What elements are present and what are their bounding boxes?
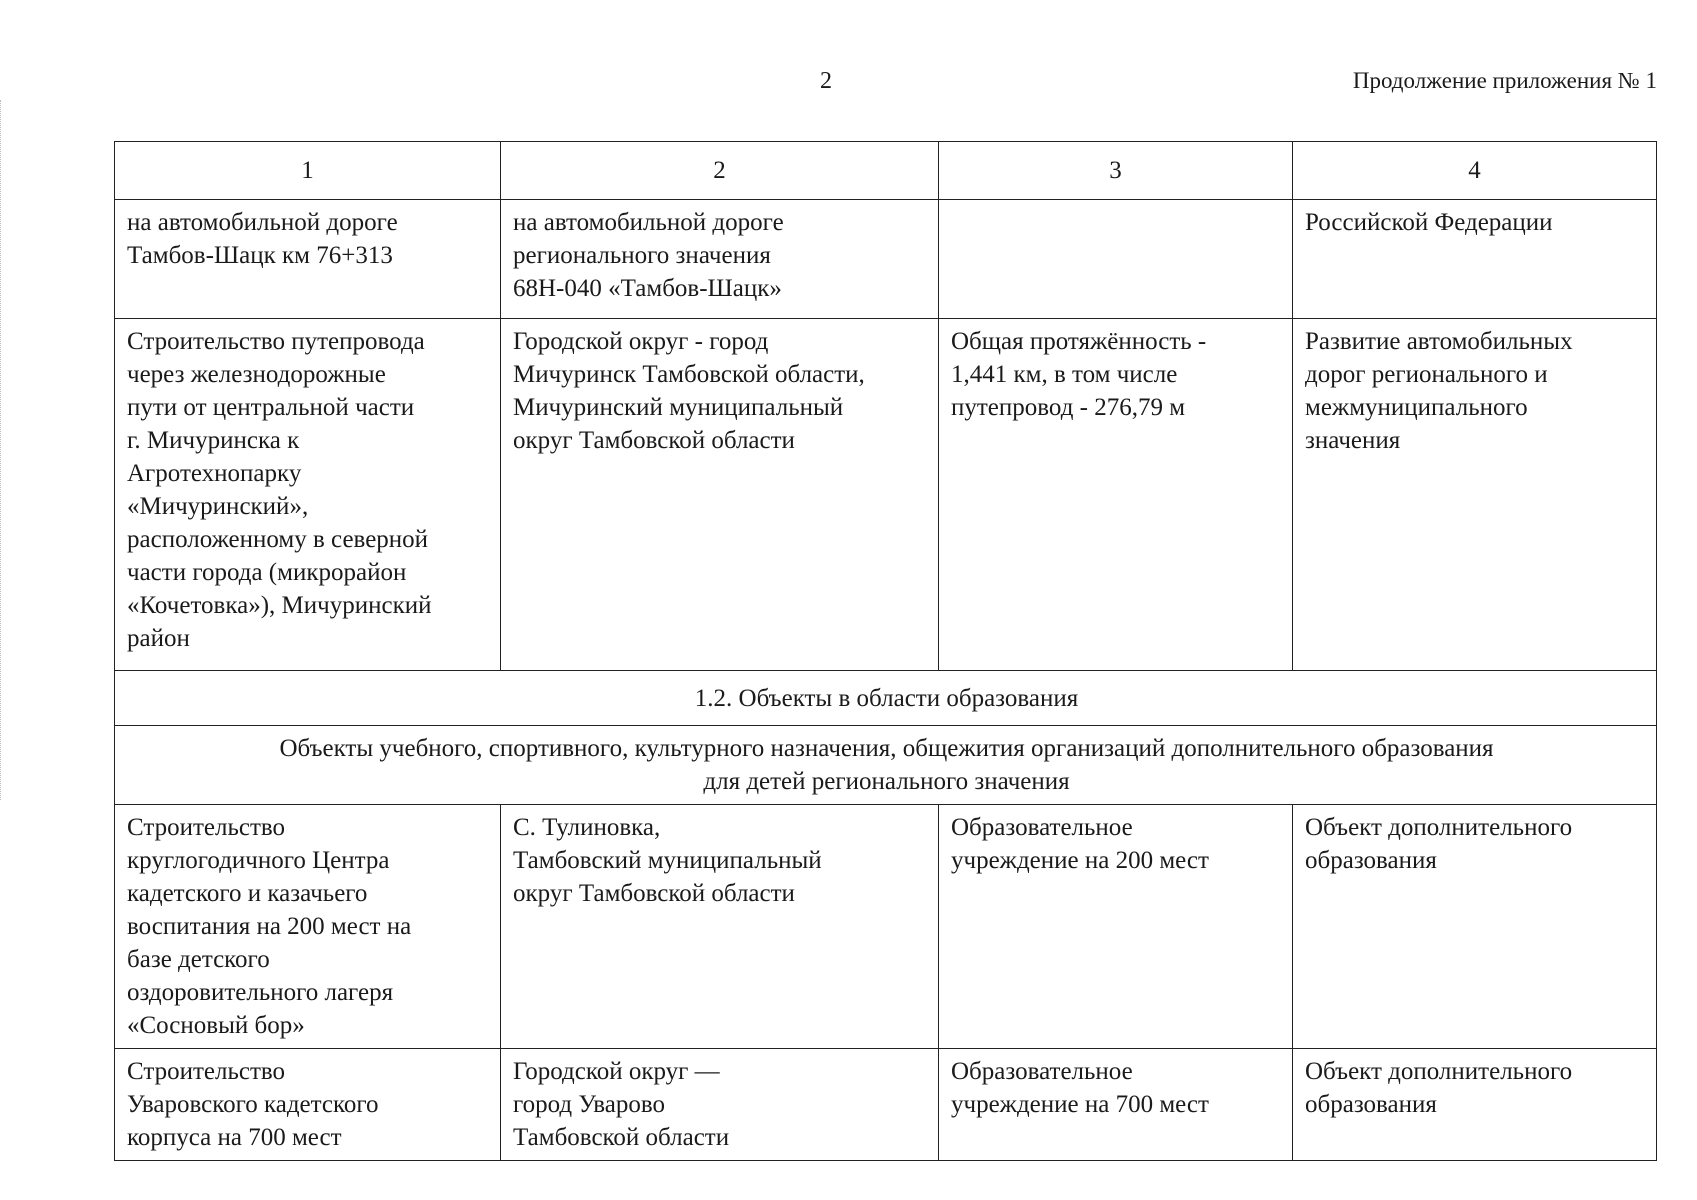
column-number-4: 4: [1293, 142, 1657, 200]
section-heading-row: [115, 671, 1657, 726]
cell-object-name: на автомобильной дороге Тамбов-Шацк км 76+313: [115, 200, 501, 319]
cell-location: Городской округ - город Мичуринск Тамбовской области, Мичуринский муниципальный округ Тамбовской области: [501, 319, 939, 671]
section-heading: 1.2. Объекты в области образования: [115, 671, 1657, 726]
page-number: 2: [820, 68, 832, 94]
cell-location: на автомобильной дороге регионального значения 68Н-040 «Тамбов-Шацк»: [501, 200, 939, 319]
column-number-row: [115, 142, 1657, 200]
appendix-continuation-label: Продолжение приложения № 1: [1352, 68, 1657, 93]
subsection-heading: Объекты учебного, спортивного, культурного назначения, общежития организаций дополнительного образования для детей регионального значения: [115, 726, 1657, 805]
cell-characteristics: Образовательное учреждение на 700 мест: [939, 1049, 1293, 1161]
cell-location: С. Тулиновка, Тамбовский муниципальный округ Тамбовской области: [501, 805, 939, 1049]
scan-edge-marks: [0, 100, 5, 800]
cell-purpose: Объект дополнительного образования: [1293, 805, 1657, 1049]
subsection-heading-row: [115, 726, 1657, 805]
cell-object-name: Строительство Уваровского кадетского корпуса на 700 мест: [115, 1049, 501, 1161]
column-number-3: 3: [939, 142, 1293, 200]
cell-purpose: Российской Федерации: [1293, 200, 1657, 319]
cell-characteristics: [939, 200, 1293, 319]
cell-characteristics: Общая протяжённость - 1,441 км, в том числе путепровод - 276,79 м: [939, 319, 1293, 671]
cell-purpose: Объект дополнительного образования: [1293, 1049, 1657, 1161]
cell-characteristics: Образовательное учреждение на 200 мест: [939, 805, 1293, 1049]
column-number-1: 1: [115, 142, 501, 200]
cell-purpose: Развитие автомобильных дорог регионального и межмуниципального значения: [1293, 319, 1657, 671]
table-row-continued: [115, 200, 1657, 319]
cell-location: Городской округ — город Уварово Тамбовской области: [501, 1049, 939, 1161]
table-row-overpass: [115, 319, 1657, 671]
table-row-cadet-corps: [115, 1049, 1657, 1161]
table-row-cadet-center: [115, 805, 1657, 1049]
cell-object-name: Строительство путепровода через железнодорожные пути от центральной части г. Мичуринска к Агротехнопарку «Мичуринский», расположенному в северной части города (микрорайон «Кочетовка»), Мичуринский район: [115, 319, 501, 671]
column-number-2: 2: [501, 142, 939, 200]
appendix-table: [114, 141, 1657, 1161]
cell-object-name: Строительство круглогодичного Центра кадетского и казачьего воспитания на 200 мест на базе детского оздоровительного лагеря «Сосновый бор»: [115, 805, 501, 1049]
